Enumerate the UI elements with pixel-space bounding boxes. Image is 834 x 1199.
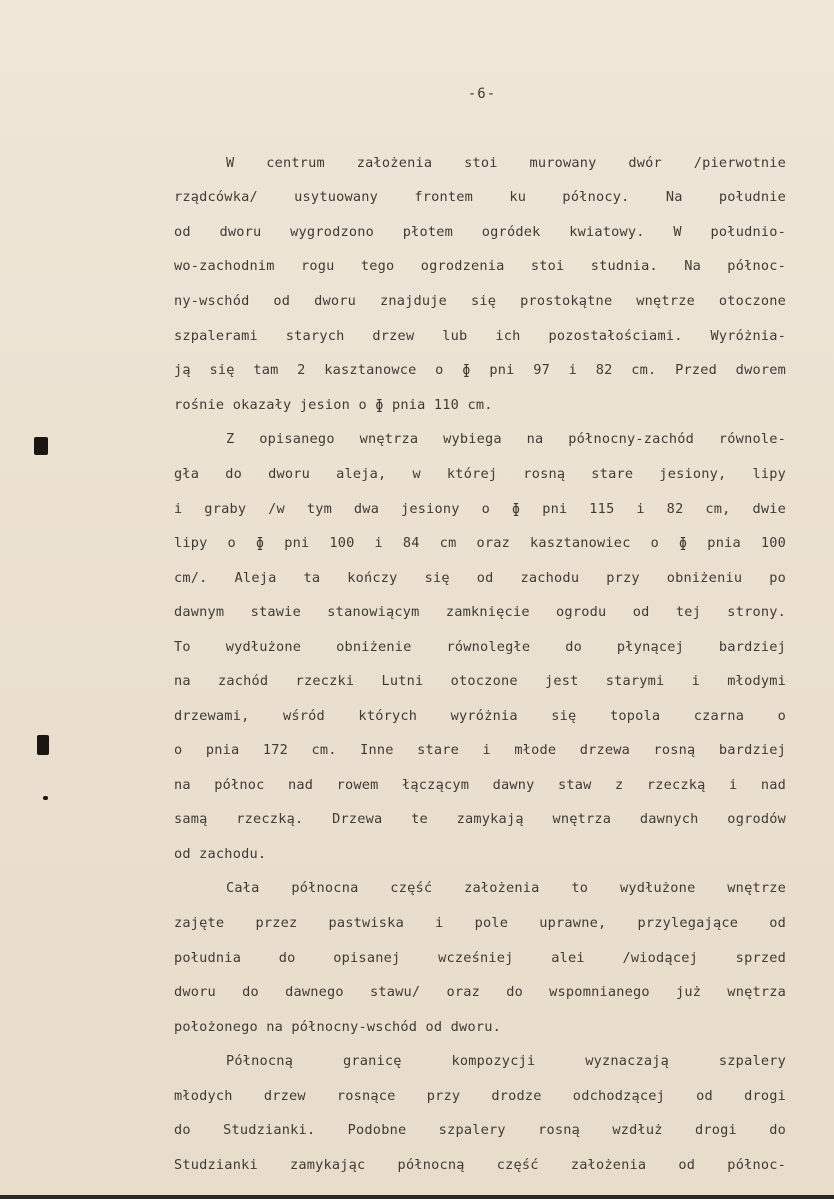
text-line: zajęte przez pastwiska i pole uprawne, przylegające od: [174, 915, 786, 931]
text-line: i graby /w tym dwa jesiony o ɸ pni 115 i 82 cm, dwie: [174, 501, 786, 517]
text-line: położonego na północny-wschód od dworu.: [174, 1019, 501, 1035]
text-line: drzewami, wśród których wyróżnia się topola czarna o: [174, 708, 786, 724]
text-line: na północ nad rowem łączącym dawny staw z rzeczką i nad: [174, 777, 786, 793]
text-line: do Studzianki. Podobne szpalery rosną wzdłuż drogi do: [174, 1122, 786, 1138]
text-line: cm/. Aleja ta kończy się od zachodu przy obniżeniu po: [174, 570, 786, 586]
text-line: Studzianki zamykając północną część założenia od północ-: [174, 1157, 786, 1173]
text-line: na zachód rzeczki Lutni otoczone jest starymi i młodymi: [174, 673, 786, 689]
text-line: południa do opisanej wcześniej alei /wiodącej sprzed: [174, 950, 786, 966]
text-line: dawnym stawie stanowiącym zamknięcie ogrodu od tej strony.: [174, 604, 786, 620]
text-line: od zachodu.: [174, 846, 267, 862]
page-number: -6-: [467, 86, 497, 102]
text-line: ją się tam 2 kasztanowce o ɸ pni 97 i 82 cm. Przed dworem: [174, 362, 786, 378]
text-line: od dworu wygrodzono płotem ogródek kwiatowy. W południo-: [174, 224, 786, 240]
text-line: wo-zachodnim rogu tego ogrodzenia stoi studnia. Na północ-: [174, 258, 786, 274]
text-line: Cała północna część założenia to wydłużone wnętrze: [226, 880, 786, 896]
text-line: rządcówka/ usytuowany frontem ku północy. Na południe: [174, 189, 786, 205]
punch-hole-mark: [34, 437, 48, 455]
text-line: rośnie okazały jesion o ɸ pnia 110 cm.: [174, 397, 493, 413]
text-line: lipy o ɸ pni 100 i 84 cm oraz kasztanowiec o ɸ pnia 100: [174, 535, 786, 551]
text-line: Północną granicę kompozycji wyznaczają szpalery: [226, 1053, 786, 1069]
text-line: Z opisanego wnętrza wybiega na północny-zachód równole-: [226, 431, 786, 447]
text-line: ny-wschód od dworu znajduje się prostokątne wnętrze otoczone: [174, 293, 786, 309]
text-line: gła do dworu aleja, w której rosną stare jesiony, lipy: [174, 466, 786, 482]
text-line: dworu do dawnego stawu/ oraz do wspomnianego już wnętrza: [174, 984, 786, 1000]
text-line: To wydłużone obniżenie równoległe do płynącej bardziej: [174, 639, 786, 655]
text-line: samą rzeczką. Drzewa te zamykają wnętrza dawnych ogrodów: [174, 811, 786, 827]
page-bottom-edge: [0, 1195, 834, 1199]
text-line: młodych drzew rosnące przy drodze odchodzącej od drogi: [174, 1088, 786, 1104]
text-line: szpalerami starych drzew lub ich pozostałościami. Wyróżnia-: [174, 328, 786, 344]
punch-hole-mark: [37, 735, 49, 755]
text-line: o pnia 172 cm. Inne stare i młode drzewa rosną bardziej: [174, 742, 786, 758]
speck-mark: [43, 796, 48, 800]
text-line: W centrum założenia stoi murowany dwór /pierwotnie: [226, 155, 786, 171]
